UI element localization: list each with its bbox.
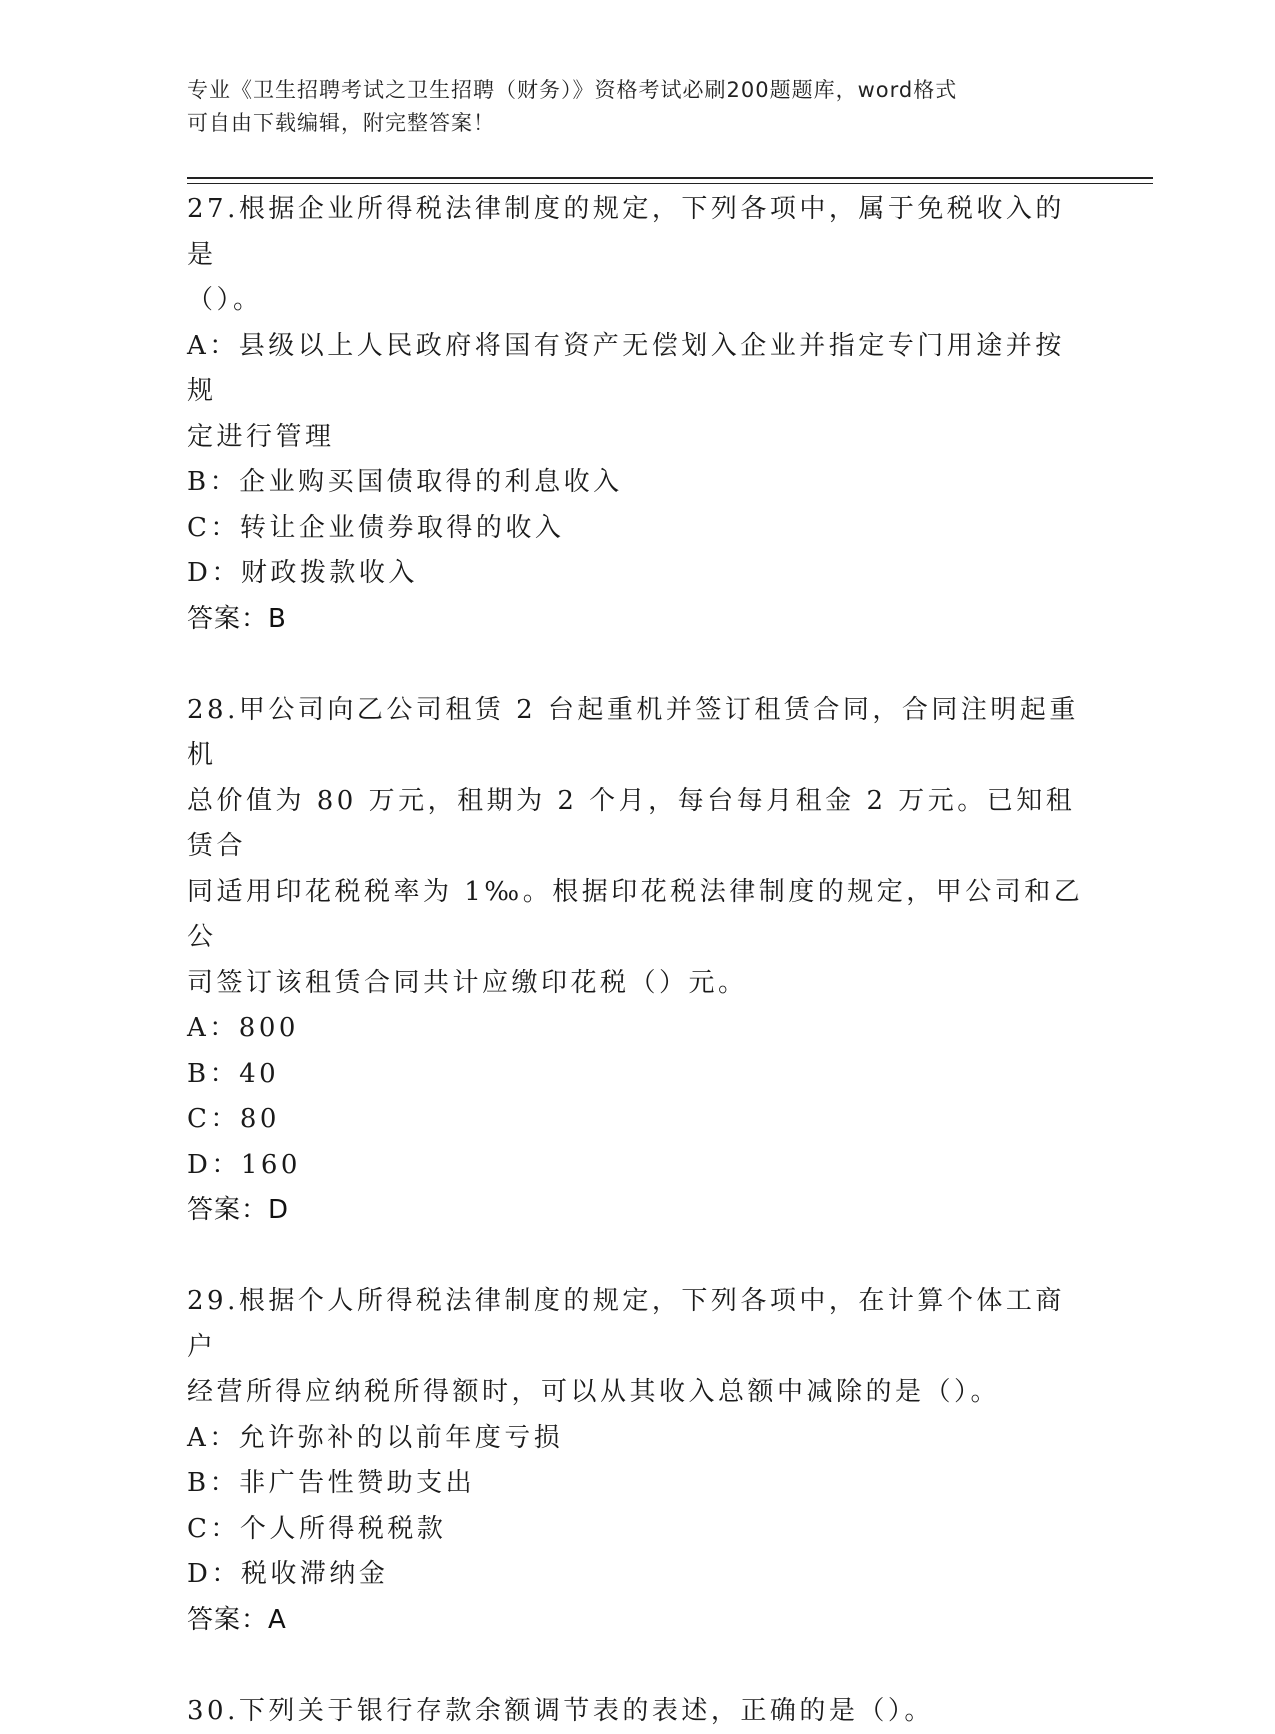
option-a[interactable]: A：县级以上人民政府将国有资产无偿划入企业并指定专门用途并按规 定进行管理 bbox=[187, 324, 1087, 461]
option-a[interactable]: A：800 bbox=[187, 1006, 1087, 1052]
option-d[interactable]: D：财政拨款收入 bbox=[187, 551, 1087, 597]
question-30 bbox=[187, 1689, 1087, 1734]
header-divider-thick bbox=[187, 177, 1153, 179]
option-d[interactable]: D：税收滞纳金 bbox=[187, 1552, 1087, 1598]
question-text: 29.根据个人所得税法律制度的规定，下列各项中，在计算个体工商户 经营所得应纳税所得额时，可以从其收入总额中减除的是（）。 bbox=[187, 1279, 1087, 1416]
option-b[interactable]: B：非广告性赞助支出 bbox=[187, 1461, 1087, 1507]
header-line-1: 专业《卫生招聘考试之卫生招聘（财务）》资格考试必刷200题题库，word格式 bbox=[187, 74, 1067, 107]
option-c[interactable]: C：80 bbox=[187, 1097, 1087, 1143]
answer-label: 答案：B bbox=[187, 597, 1087, 643]
answer-label: 答案：A bbox=[187, 1598, 1087, 1644]
option-b[interactable]: B：企业购买国债取得的利息收入 bbox=[187, 460, 1087, 506]
question-number: 28. bbox=[187, 695, 239, 725]
document-header bbox=[187, 74, 1067, 140]
question-number: 29. bbox=[187, 1286, 239, 1316]
question-text: 27.根据企业所得税法律制度的规定，下列各项中，属于免税收入的是 （）。 bbox=[187, 187, 1087, 324]
option-c[interactable]: C：个人所得税税款 bbox=[187, 1507, 1087, 1553]
question-number: 27. bbox=[187, 194, 239, 224]
option-a[interactable]: A：允许弥补的以前年度亏损 bbox=[187, 1416, 1087, 1462]
question-list bbox=[187, 187, 1087, 1734]
question-29 bbox=[187, 1279, 1087, 1643]
answer-label: 答案：D bbox=[187, 1188, 1087, 1234]
question-text: 30.下列关于银行存款余额调节表的表述，正确的是（）。 bbox=[187, 1689, 1087, 1734]
option-d[interactable]: D：160 bbox=[187, 1143, 1087, 1189]
header-divider-thin bbox=[187, 183, 1153, 184]
option-c[interactable]: C：转让企业债券取得的收入 bbox=[187, 506, 1087, 552]
question-28 bbox=[187, 688, 1087, 1234]
header-line-2: 可自由下载编辑，附完整答案！ bbox=[187, 107, 1067, 140]
question-27 bbox=[187, 187, 1087, 642]
question-text: 28.甲公司向乙公司租赁 2 台起重机并签订租赁合同，合同注明起重机 总价值为 80 万元，租期为 2 个月，每台每月租金 2 万元。已知租赁合 同适用印花税税率为 1‰。根据印花税法律制度的规定，甲公司和乙公 司签订该租赁合同共计应缴印花税（）元。 bbox=[187, 688, 1087, 1007]
option-b[interactable]: B：40 bbox=[187, 1052, 1087, 1098]
question-number: 30. bbox=[187, 1696, 239, 1726]
